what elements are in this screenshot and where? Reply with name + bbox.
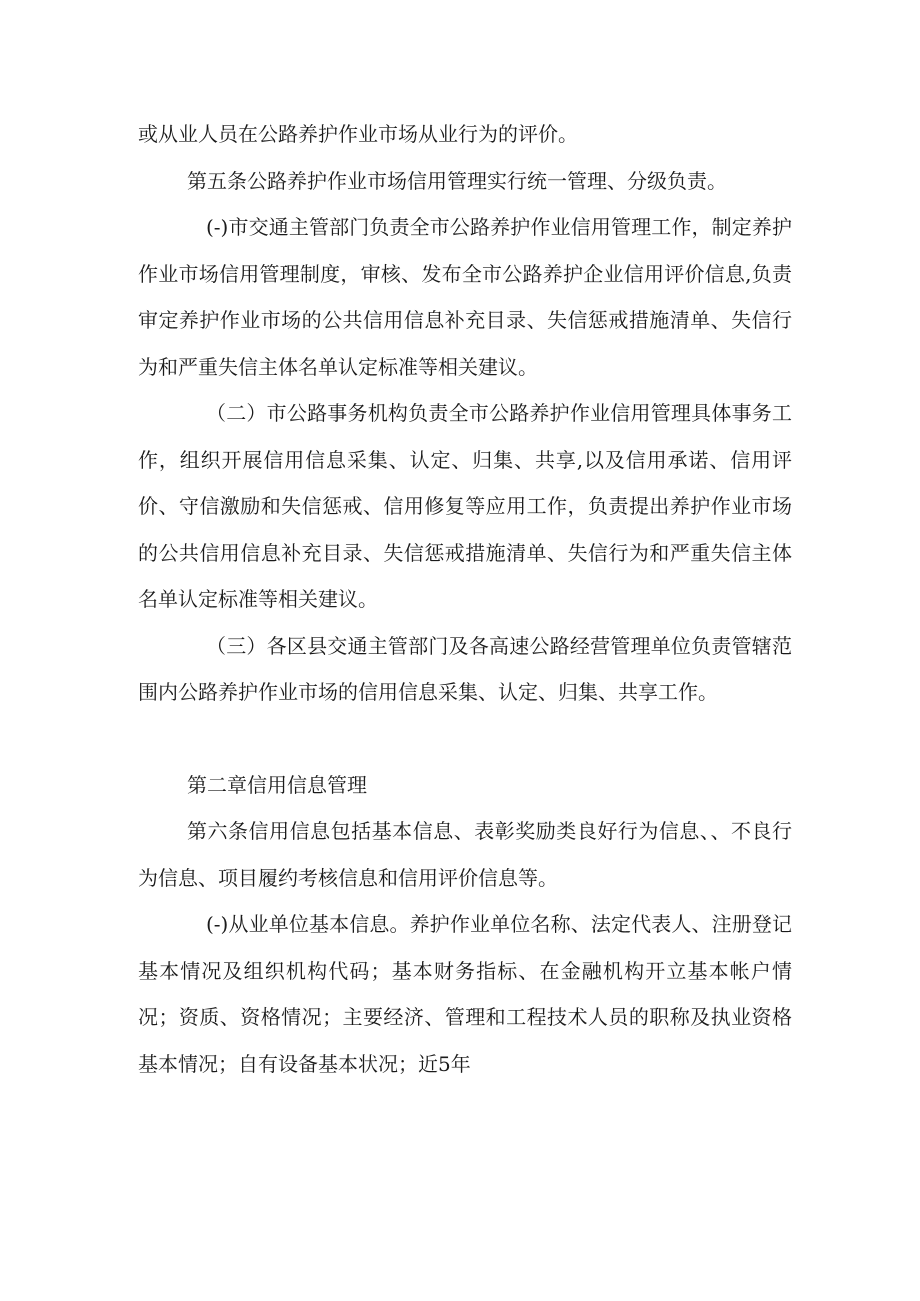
article-5-clause-1: (-)市交通主管部门负责全市公路养护作业信用管理工作，制定养护作业市场信用管理制度，审核、发布全市公路养护企业信用评价信息,负责审定养护作业市场的公共信用信息补充目录、失信惩戒措施清单、失信行为和严重失信主体名单认定标准等相关建议。 (138, 215, 792, 379)
chapter-2-title: 第二章信用信息管理 (187, 772, 367, 797)
article-5-clause-2: （二）市公路事务机构负责全市公路养护作业信用管理具体事务工作，组织开展信用信息采集、认定、归集、共享,以及信用承诺、信用评价、守信激励和失信惩戒、信用修复等应用工作，负责提出养护作业市场的公共信用信息补充目录、失信惩戒措施清单、失信行为和严重失信主体名单认定标准等相关建议。 (138, 401, 792, 611)
article-6-clause-1: (-)从业单位基本信息。养护作业单位名称、法定代表人、注册登记基本情况及组织机构代码；基本财务指标、在金融机构开立基本帐户情况；资质、资格情况；主要经济、管理和工程技术人员的职称及执业资格基本情况；自有设备基本状况；近5年 (138, 912, 792, 1076)
article-6-heading: 第六条信用信息包括基本信息、表彰奖励类良好行为信息、、不良行为信息、项目履约考核信息和信用评价信息等。 (138, 819, 792, 890)
article-5-heading: 第五条公路养护作业市场信用管理实行统一管理、分级负责。 (187, 168, 727, 193)
article-5-clause-3: （三）各区县交通主管部门及各高速公路经营管理单位负责管辖范围内公路养护作业市场的信用信息采集、认定、归集、共享工作。 (138, 633, 792, 704)
paragraph-continuation: 或从业人员在公路养护作业市场从业行为的评价。 (138, 122, 578, 146)
